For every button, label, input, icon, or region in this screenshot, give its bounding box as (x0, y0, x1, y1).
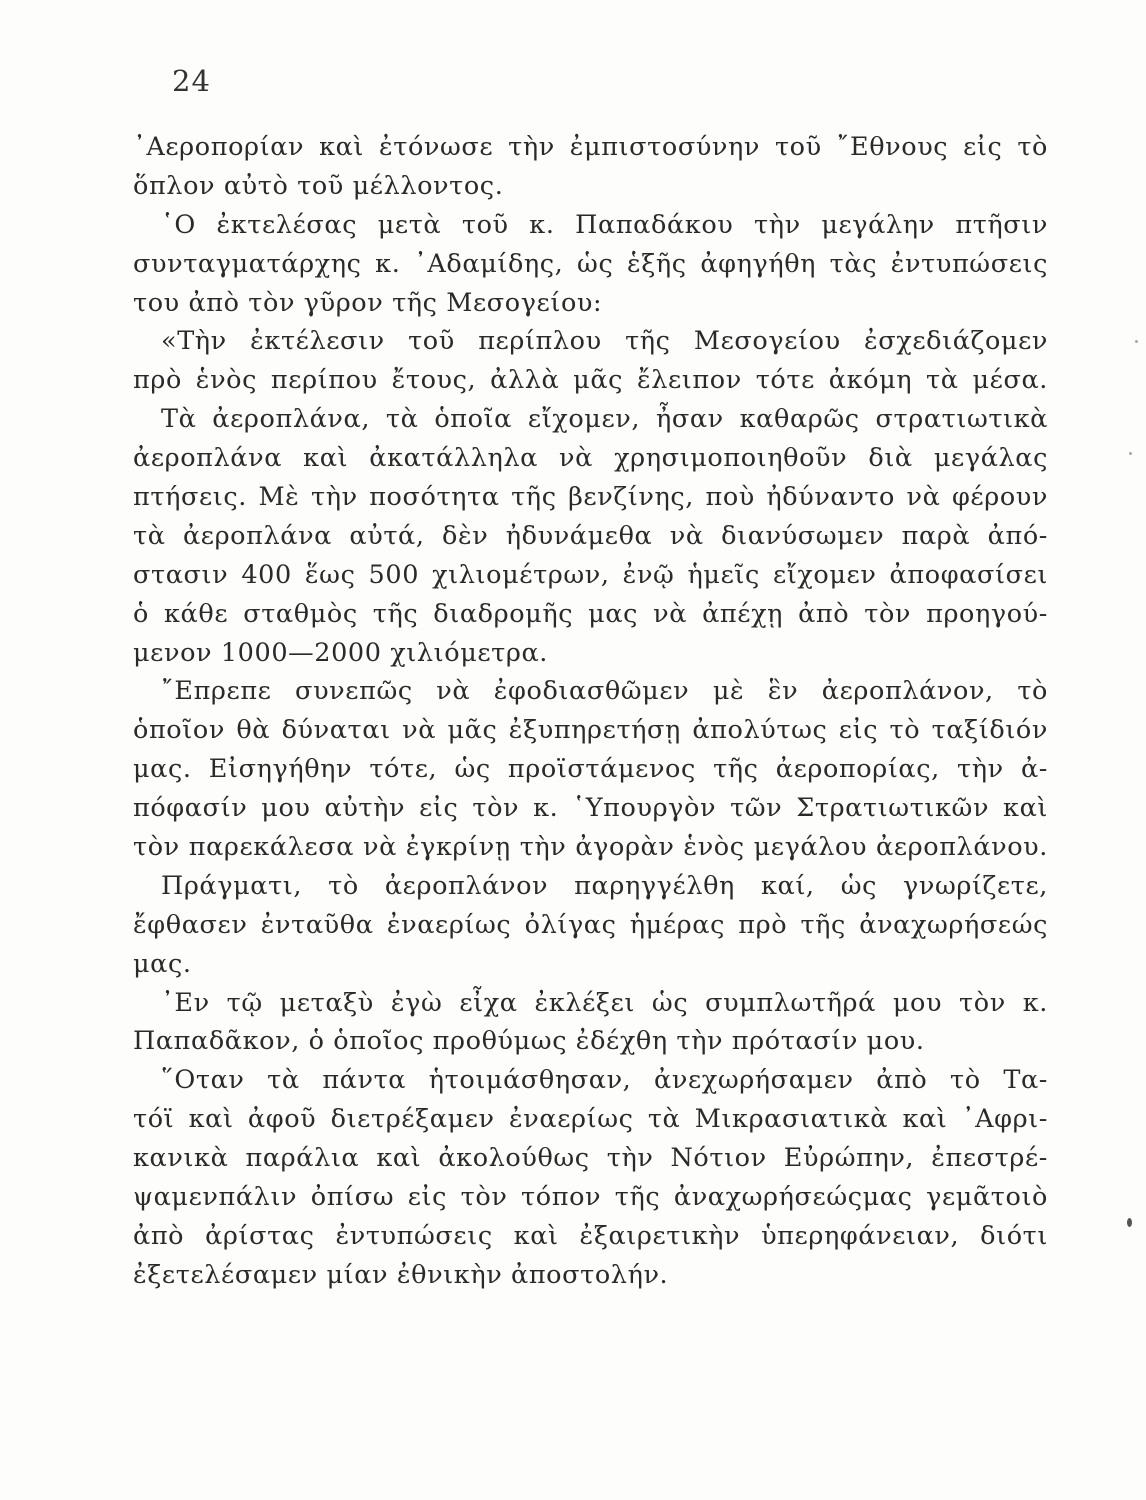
text-line-9: ἀεροπλάνα καὶ ἀκατάλληλα νὰ χρησιμοποιηθοῦν διὰ μεγάλας (133, 443, 1048, 474)
text-line-15: ῎Επρεπε συνεπῶς νὰ ἐφοδιασθῶμεν μὲ ἓν ἀεροπλάνον, τὸ (161, 676, 1048, 707)
text-line-14: μενον 1000—2000 χιλιόμετρα. (133, 637, 549, 668)
text-line-27: κανικὰ παράλια καὶ ἀκολούθως τὴν Νότιον Εὐρώπην, ἐπεστρέ- (133, 1143, 1048, 1174)
text-line-17: μας. Εἰσηγήθην τότε, ὡς προϊστάμενος τῆς ἀεροπορίας, τὴν ἀ- (133, 754, 1048, 785)
text-line-20: Πράγματι, τὸ ἀεροπλάνον παρηγγέλθη καί, ὡς γνωρίζετε, (161, 870, 1048, 901)
text-line-30: ἐξετελέσαμεν μίαν ἐθνικὴν ἀποστολήν. (133, 1259, 669, 1290)
text-line-10: πτήσεις. Μὲ τὴν ποσότητα τῆς βενζίνης, ποὺ ἠδύναντο νὰ φέρουν (133, 482, 1048, 513)
text-line-6: «Τὴν ἐκτέλεσιν τοῦ περίπλου τῆς Μεσογείου ἐσχεδιάζομεν (161, 326, 1048, 357)
text-line-26: τόϊ καὶ ἀφοῦ διετρέξαμεν ἐναερίως τὰ Μικρασιατικὰ καὶ ᾿Αφρι- (133, 1104, 1048, 1135)
text-line-5: του ἀπὸ τὸν γῦρον τῆς Μεσογείου: (133, 287, 603, 318)
text-line-19: τὸν παρεκάλεσα νὰ ἐγκρίνῃ τὴν ἀγορὰν ἑνὸς μεγάλου ἀεροπλάνου. (133, 832, 1048, 863)
text-line-22: μας. (133, 948, 192, 979)
text-line-8: Τὰ ἀεροπλάνα, τὰ ὁποῖα εἴχομεν, ἦσαν καθαρῶς στρατιωτικὰ (161, 404, 1048, 435)
text-line-25: ῞Οταν τὰ πάντα ἡτοιμάσθησαν, ἀνεχωρήσαμεν ἀπὸ τὸ Τα- (161, 1065, 1048, 1096)
text-line-12: στασιν 400 ἕως 500 χιλιομέτρων, ἐνῷ ἡμεῖς εἴχομεν ἀποφασίσει (133, 559, 1048, 590)
text-line-1: ᾿Αεροπορίαν καὶ ἐτόνωσε τὴν ἐμπιστοσύνην τοῦ ῎Εθνους εἰς τὸ (133, 132, 1048, 162)
page-number: 24 (172, 64, 211, 98)
scan-speck (1135, 340, 1138, 343)
text-line-16: ὁποῖον θὰ δύναται νὰ μᾶς ἐξυπηρετήσῃ ἀπολύτως εἰς τὸ ταξίδιόν (133, 715, 1048, 746)
text-line-28: ψαμενπάλιν ὀπίσω εἰς τὸν τόπον τῆς ἀναχωρήσεώςμας γεμᾶτοιὸ (133, 1182, 1048, 1213)
scan-speck (1129, 452, 1132, 455)
text-line-4: συνταγματάρχης κ. ᾿Αδαμίδης, ὡς ἑξῆς ἀφηγήθη τὰς ἐντυπώσεις (133, 248, 1048, 279)
scan-speck (1127, 1218, 1132, 1227)
text-line-2: ὅπλον αὐτὸ τοῦ μέλλοντος. (133, 170, 504, 201)
text-line-7: πρὸ ἑνὸς περίπου ἔτους, ἀλλὰ μᾶς ἔλειπον τότε ἀκόμη τὰ μέσα. (133, 365, 1048, 396)
body-text (133, 128, 1048, 1295)
text-line-18: πόφασίν μου αὐτὴν εἰς τὸν κ. ῾Υπουργὸν τῶν Στρατιωτικῶν καὶ (133, 793, 1048, 824)
text-line-29: ἀπὸ ἀρίστας ἐντυπώσεις καὶ ἐξαιρετικὴν ὑπερηφάνειαν, διότι (133, 1220, 1048, 1251)
text-line-23: ᾿Εν τῷ μεταξὺ ἐγὼ εἶχα ἐκλέξει ὡς συμπλωτῆρά μου τὸν κ. (161, 987, 1048, 1018)
text-line-21: ἔφθασεν ἐνταῦθα ἐναερίως ὀλίγας ἡμέρας πρὸ τῆς ἀναχωρήσεώς (133, 909, 1048, 940)
text-line-24: Παπαδᾶκον, ὁ ὁποῖος προθύμως ἐδέχθη τὴν πρότασίν μου. (133, 1026, 925, 1057)
text-line-11: τὰ ἀεροπλάνα αὐτά, δὲν ἠδυνάμεθα νὰ διανύσωμεν παρὰ ἀπό- (133, 520, 1048, 551)
text-line-13: ὁ κάθε σταθμὸς τῆς διαδρομῆς μας νὰ ἀπέχῃ ἀπὸ τὸν προηγού- (133, 598, 1048, 629)
text-line-3: ῾Ο ἐκτελέσας μετὰ τοῦ κ. Παπαδάκου τὴν μεγάλην πτῆσιν (161, 209, 1048, 240)
